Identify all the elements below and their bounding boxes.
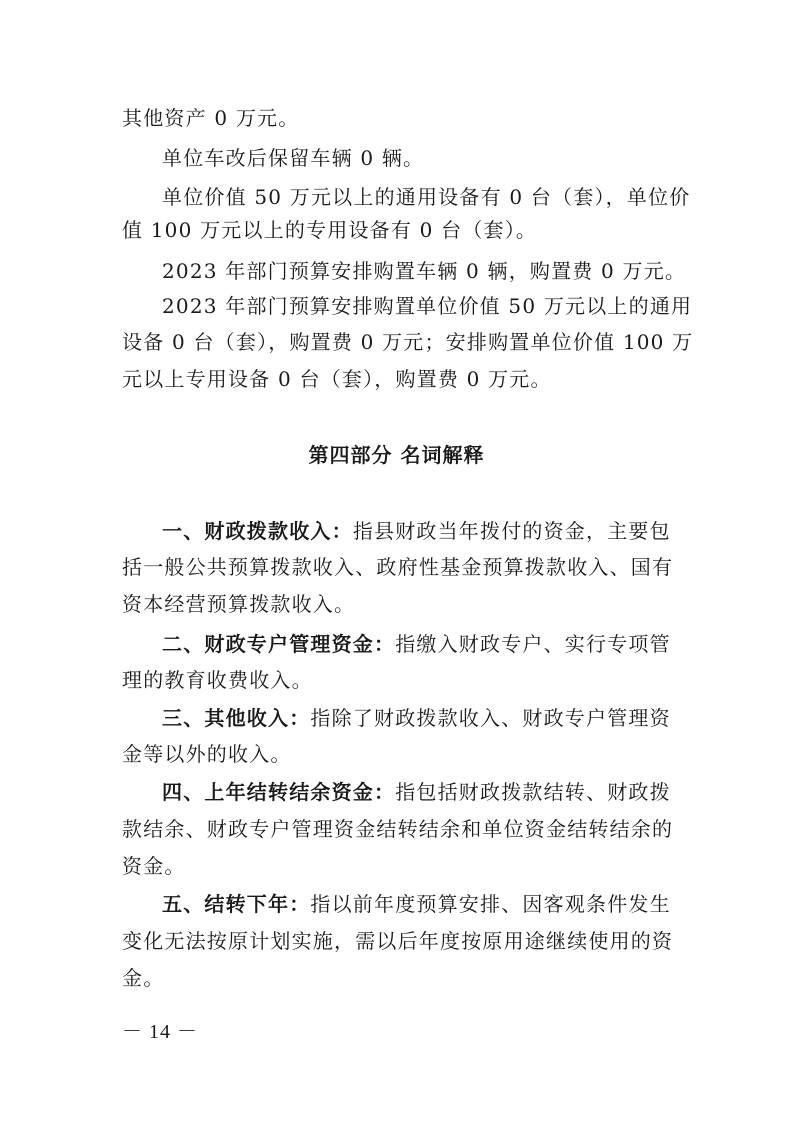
glossary-term-5: 五、结转下年： <box>162 892 311 916</box>
glossary-item-2-first-line <box>162 630 682 658</box>
glossary-text-1-line-1: 指县财政当年拨付的资金，主要包 <box>352 519 671 543</box>
glossary-text-4-line-2: 款结余、财政专户管理资金结转结余和单位资金结转结余的 <box>122 817 674 841</box>
glossary-text-5-line-3: 金。 <box>122 966 165 990</box>
glossary-term-1: 一、财政拨款收入： <box>162 519 353 543</box>
glossary-text-4-line-1: 指包括财政拨款结转、财政拨 <box>395 780 671 804</box>
glossary-text-3-line-1: 指除了财政拨款收入、财政专户管理资 <box>310 706 671 730</box>
glossary-text-3-line-2: 金等以外的收入。 <box>122 742 292 766</box>
assets-line-8: 元以上专用设备 0 台（套），购置费 0 万元。 <box>122 367 552 391</box>
glossary-text-1-line-3: 资本经营预算拨款收入。 <box>122 592 356 616</box>
glossary-term-4: 四、上年结转结余资金： <box>162 780 396 804</box>
glossary-text-5-line-2: 变化无法按原计划实施，需以后年度按原用途继续使用的资 <box>122 929 674 953</box>
glossary-item-3-first-line <box>162 704 682 732</box>
glossary-text-2-line-1: 指缴入财政专户、实行专项管 <box>395 632 671 656</box>
glossary-term-2: 二、财政专户管理资金： <box>162 632 396 656</box>
glossary-term-3: 三、其他收入： <box>162 706 311 730</box>
assets-line-5: 2023 年部门预算安排购置车辆 0 辆，购置费 0 万元。 <box>162 259 687 283</box>
glossary-text-4-line-3: 资金。 <box>122 854 186 878</box>
assets-line-2: 单位车改后保留车辆 0 辆。 <box>162 146 425 170</box>
glossary-text-2-line-2: 理的教育收费收入。 <box>122 668 313 692</box>
assets-line-7: 设备 0 台（套），购置费 0 万元；安排购置单位价值 100 万 <box>122 330 694 354</box>
assets-line-6: 2023 年部门预算安排购置单位价值 50 万元以上的通用 <box>162 294 693 318</box>
glossary-item-5-first-line <box>162 890 682 918</box>
section-title: 第四部分 名词解释 <box>308 443 485 467</box>
page-number: － 14 － <box>122 1021 198 1043</box>
assets-line-3: 单位价值 50 万元以上的通用设备有 0 台（套），单位价 <box>162 185 691 209</box>
glossary-text-1-line-2: 括一般公共预算拨款收入、政府性基金预算拨款收入、国有 <box>122 555 674 579</box>
glossary-item-1-first-line <box>162 517 682 545</box>
assets-line-4: 值 100 万元以上的专用设备有 0 台（套）。 <box>122 218 538 242</box>
assets-line-1: 其他资产 0 万元。 <box>122 106 300 130</box>
glossary-item-4-first-line <box>162 778 682 806</box>
glossary-text-5-line-1: 指以前年度预算安排、因客观条件发生 <box>310 892 671 916</box>
